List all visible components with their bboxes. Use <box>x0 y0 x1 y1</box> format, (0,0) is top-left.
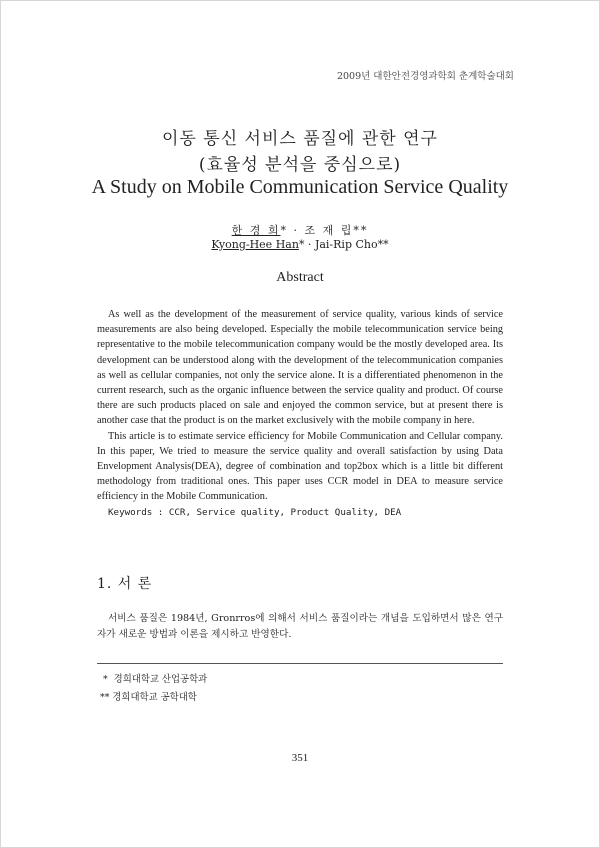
author2-korean-mark: ** <box>353 224 369 237</box>
section-body <box>97 611 503 643</box>
section-heading: 1. 서 론 <box>97 576 153 592</box>
author1-english-mark: * <box>298 238 305 251</box>
footnote-1: * 경희대학교 산업공학과 <box>103 674 208 685</box>
abstract-body <box>97 307 503 520</box>
abstract-paragraph-1: As well as the development of the measurement of service quality, various kinds of service measurements are also being developed. Especially the mobile telecommunication service being representative to the mobile telecommunication company would be the mostly developed area. Its development can be understood along with the development of the telecommunication companies as well as cellular companies, not only the service alone. It is a differentiated phenomenon in the current research, such as the organic influence between the service quality and product. Of course there are such products placed on sale and enjoyed the common service, but at present there is another case that the product is on the market exclusively with the mobile company in here. <box>97 309 503 427</box>
conference-header: 2009년 대한안전경영과학회 춘계학술대회 <box>336 71 514 82</box>
abstract-paragraph-2: This article is to estimate service efficiency for Mobile Communication and Cellular company. In this paper, We tried to measure the service quality and overall satisfaction by using Data Envelopment Analysis(DEA), degree of combination and top2box which is a little bit different methodology from traditional ones. This paper uses CCR model in DEA to measure service efficiency in the Mobile Communication. <box>97 430 503 503</box>
author1-korean-name: 한 경 희 <box>231 224 281 237</box>
footnote-divider <box>97 663 503 664</box>
author2-korean-name: 조 재 립 <box>304 224 354 237</box>
author2-english-name: Jai-Rip Cho <box>314 238 378 251</box>
korean-title: 이동 통신 서비스 품질에 관한 연구 <box>162 129 438 149</box>
korean-subtitle: (효율성 분석을 중심으로) <box>198 155 402 175</box>
english-title: A Study on Mobile Communication Service Quality <box>91 176 509 198</box>
authors-korean <box>0 222 600 238</box>
footnote-2: ** 경희대학교 공학대학 <box>100 692 197 703</box>
author2-english-mark: ** <box>377 238 389 251</box>
author-english-separator: · <box>304 238 315 251</box>
section-paragraph: 서비스 품질은 1984년, Gronrros에 의해서 서비스 품질이라는 개념을 도입하면서 많은 연구자가 새로운 방법과 이론을 제시하고 반영한다. <box>97 613 503 640</box>
abstract-heading: Abstract <box>276 270 324 285</box>
author1-english-name: Kyong-Hee Han <box>211 238 299 251</box>
page-number: 351 <box>291 752 309 764</box>
authors-english <box>0 238 600 251</box>
author-korean-separator: · <box>288 224 305 237</box>
author1-korean-mark: * <box>280 224 288 237</box>
abstract-keywords: Keywords : CCR, Service quality, Product Quality, DEA <box>108 506 402 518</box>
